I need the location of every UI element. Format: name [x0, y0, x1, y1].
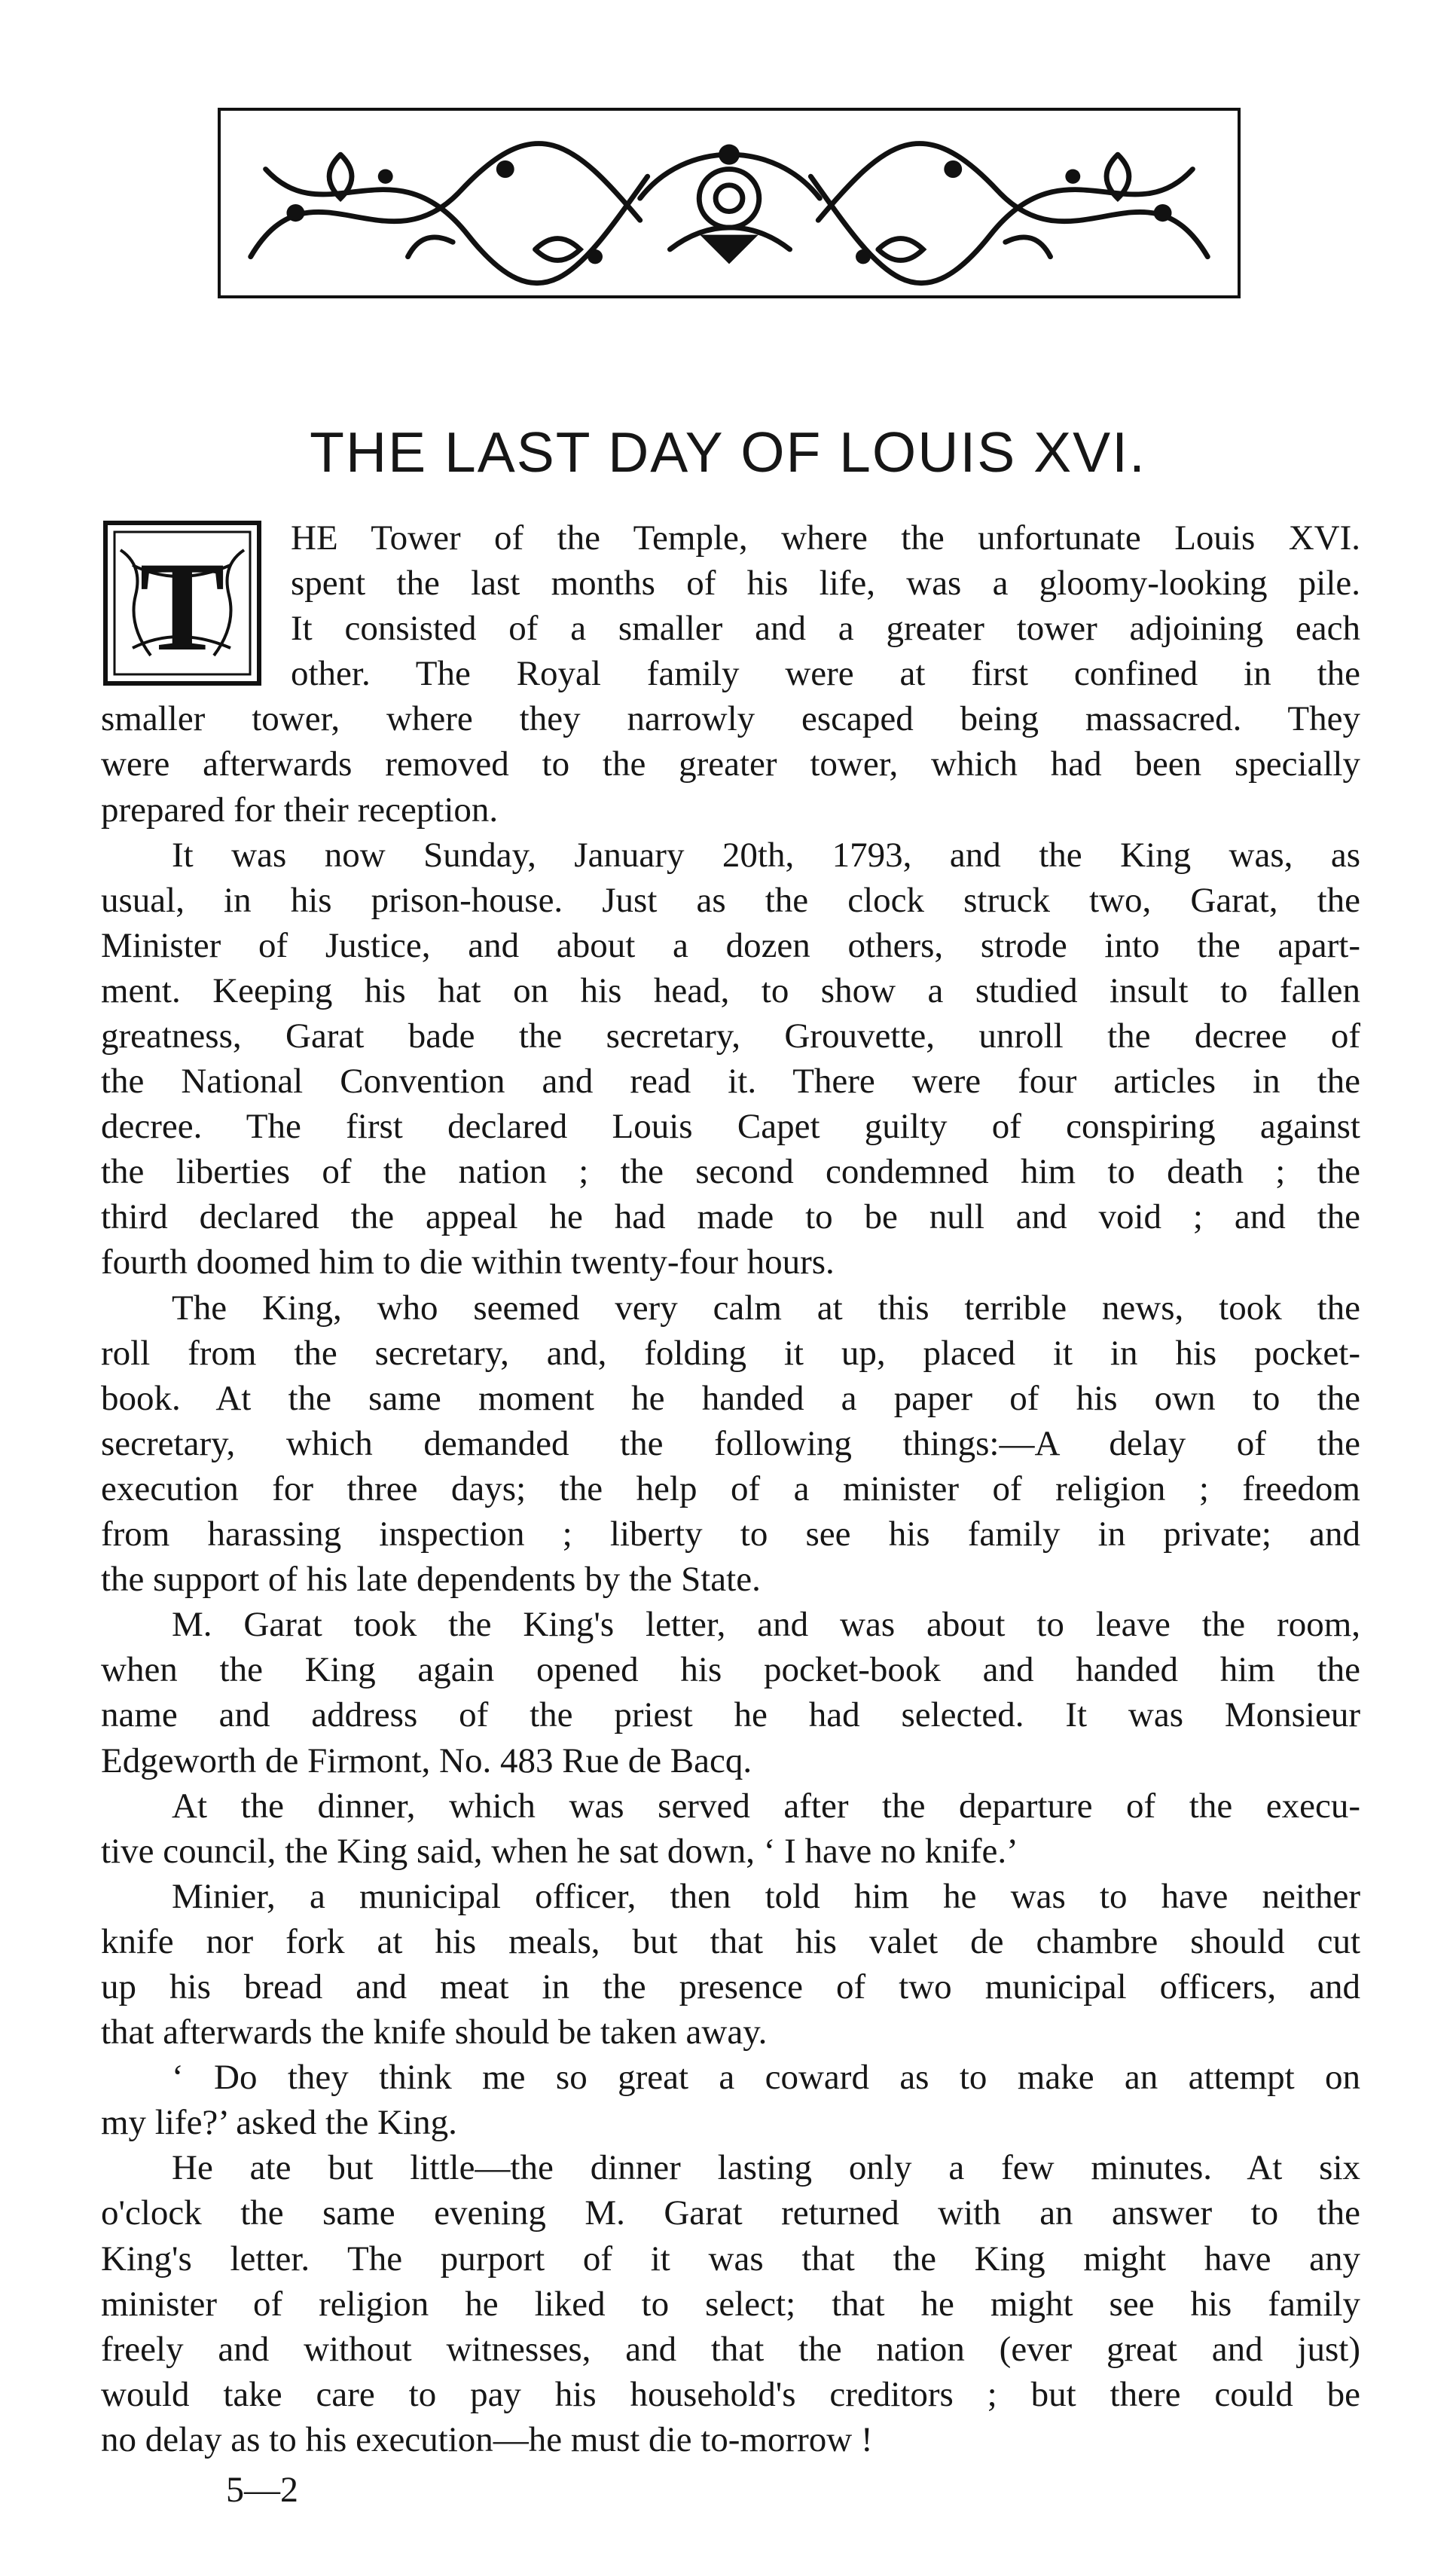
text-line: from harassing inspection ; liberty to see his family in private; and [101, 1514, 1360, 1554]
text-line: book. At the same moment he handed a paper of his own to the [101, 1379, 1360, 1418]
page-title: THE LAST DAY OF LOUIS XVI. [310, 420, 1146, 484]
text-line: execution for three days; the help of a minister of religion ; freedom [101, 1469, 1360, 1508]
text-line: the liberties of the nation ; the second condemned him to death ; the [101, 1152, 1360, 1191]
text-line: when the King again opened his pocket-book and handed him the [101, 1650, 1360, 1689]
text-line: that afterwards the knife should be taken away. [101, 2013, 768, 2052]
text-line: name and address of the priest he had selected. It was Monsieur [101, 1695, 1360, 1734]
text-line: third declared the appeal he had made to be null and void ; and the [101, 1197, 1360, 1236]
text-line: Edgeworth de Firmont, No. 483 Rue de Bacq. [101, 1741, 752, 1780]
text-line: o'clock the same evening M. Garat returned with an answer to the [101, 2193, 1360, 2233]
text-line: other. The Royal family were at first confined in the [291, 654, 1360, 693]
text-line: Minier, a municipal officer, then told him he was to have neither [172, 1877, 1360, 1916]
text-line: were afterwards removed to the greater tower, which had been specially [101, 744, 1360, 784]
text-line: ‘ Do they think me so great a coward as to make an attempt on [172, 2058, 1360, 2097]
foliage-ornament-icon [221, 111, 1238, 295]
text-line: The King, who seemed very calm at this terrible news, took the [172, 1288, 1360, 1328]
text-line: greatness, Garat bade the secretary, Grouvette, unroll the decree of [101, 1016, 1360, 1056]
text-line: minister of religion he liked to select; that he might see his family [101, 2285, 1360, 2324]
text-line: It consisted of a smaller and a greater tower adjoining each [291, 609, 1360, 648]
text-line: fourth doomed him to die within twenty-four hours. [101, 1242, 835, 1282]
text-line: knife nor fork at his meals, but that his valet de chambre should cut [101, 1922, 1360, 1961]
text-line: smaller tower, where they narrowly escaped being massacred. They [101, 699, 1360, 738]
text-line: tive council, the King said, when he sat down, ‘ I have no knife.’ [101, 1832, 1018, 1871]
signature-mark: 5—2 [226, 2470, 298, 2510]
text-line: King's letter. The purport of it was that the King might have any [101, 2239, 1360, 2278]
text-line: secretary, which demanded the following things:—A delay of the [101, 1424, 1360, 1463]
text-line: the support of his late dependents by the State. [101, 1560, 761, 1599]
text-line: would take care to pay his household's creditors ; but there could be [101, 2375, 1360, 2414]
text-line: usual, in his prison-house. Just as the clock struck two, Garat, the [101, 881, 1360, 920]
text-line: It was now Sunday, January 20th, 1793, and the King was, as [172, 836, 1360, 875]
text-line: HE Tower of the Temple, where the unfortunate Louis XVI. [291, 518, 1360, 558]
text-line: my life?’ asked the King. [101, 2103, 457, 2142]
text-line: M. Garat took the King's letter, and was about to leave the room, [172, 1605, 1360, 1644]
text-line: Minister of Justice, and about a dozen others, strode into the apart- [101, 926, 1360, 965]
svg-text:T: T [139, 536, 225, 677]
dropcap-t-icon [102, 520, 262, 686]
text-line: spent the last months of his life, was a gloomy-looking pile. [291, 564, 1360, 603]
text-line: no delay as to his execution—he must die to-morrow ! [101, 2420, 873, 2459]
text-line: up his bread and meat in the presence of two municipal officers, and [101, 1967, 1360, 2006]
text-line: prepared for their reception. [101, 790, 499, 830]
text-line: He ate but little—the dinner lasting only a few minutes. At six [172, 2148, 1360, 2187]
text-line: decree. The first declared Louis Capet guilty of conspiring against [101, 1107, 1360, 1146]
text-line: At the dinner, which was served after the departure of the execu- [172, 1786, 1360, 1826]
text-line: the National Convention and read it. There were four articles in the [101, 1062, 1360, 1101]
text-line: ment. Keeping his hat on his head, to show a studied insult to fallen [101, 971, 1360, 1010]
text-line: roll from the secretary, and, folding it up, placed it in his pocket- [101, 1334, 1360, 1373]
text-line: freely and without witnesses, and that the nation (ever great and just) [101, 2330, 1360, 2369]
ornamental-headpiece [218, 108, 1241, 298]
